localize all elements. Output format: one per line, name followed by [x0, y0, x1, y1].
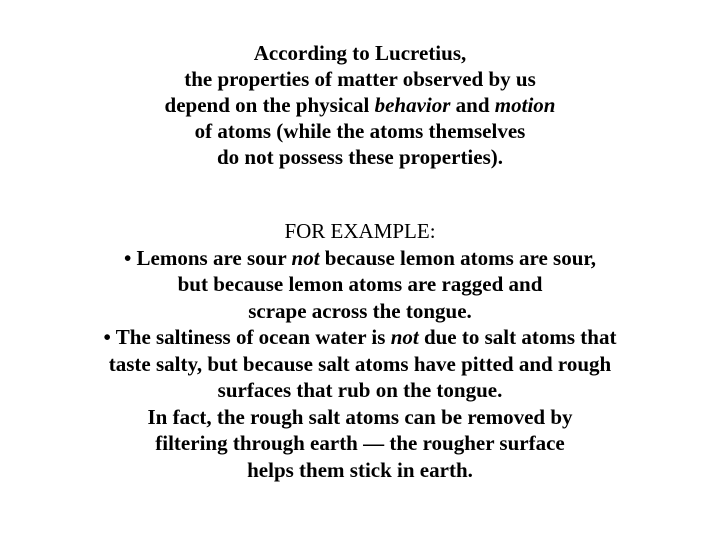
intro-line-2: the properties of matter observed by us [184, 67, 536, 91]
lemons-text-a: • Lemons are sour [123, 245, 292, 270]
fact-line-2: filtering through earth — the rougher surface [155, 431, 565, 455]
emphasis-not-lemons: not [291, 245, 320, 270]
lemons-line-1 [0, 245, 720, 272]
lemons-line-3: scrape across the tongue. [248, 298, 472, 323]
fact-line-1: In fact, the rough salt atoms can be removed by [147, 404, 573, 429]
emphasis-motion: motion [494, 93, 556, 117]
intro-line-3-text-b: and [450, 93, 495, 117]
fact-line-3: helps them stick in earth. [247, 457, 473, 482]
salt-text-a: • The saltiness of ocean water is [103, 325, 391, 349]
lemons-text-b: because lemon atoms are sour, [319, 245, 597, 270]
emphasis-not-salt: not [390, 325, 419, 349]
intro-line-5: do not possess these properties). [216, 145, 504, 169]
salt-line-2: taste salty, but because salt atoms have pitted and rough [108, 351, 612, 376]
lemons-line-2: but because lemon atoms are ragged and [177, 272, 543, 296]
intro-paragraph [0, 40, 720, 170]
example-heading: FOR EXAMPLE: [284, 219, 436, 243]
example-section [0, 218, 720, 483]
salt-text-b: due to salt atoms that [418, 325, 617, 349]
intro-line-3 [0, 92, 720, 118]
intro-line-1: According to Lucretius, [253, 41, 467, 65]
intro-line-3-text-a: depend on the physical [164, 93, 375, 117]
salt-line-3: surfaces that rub on the tongue. [217, 378, 503, 402]
salt-line-1 [0, 324, 720, 351]
emphasis-behavior: behavior [374, 93, 451, 117]
example-body [0, 245, 720, 484]
intro-line-4: of atoms (while the atoms themselves [194, 119, 526, 143]
